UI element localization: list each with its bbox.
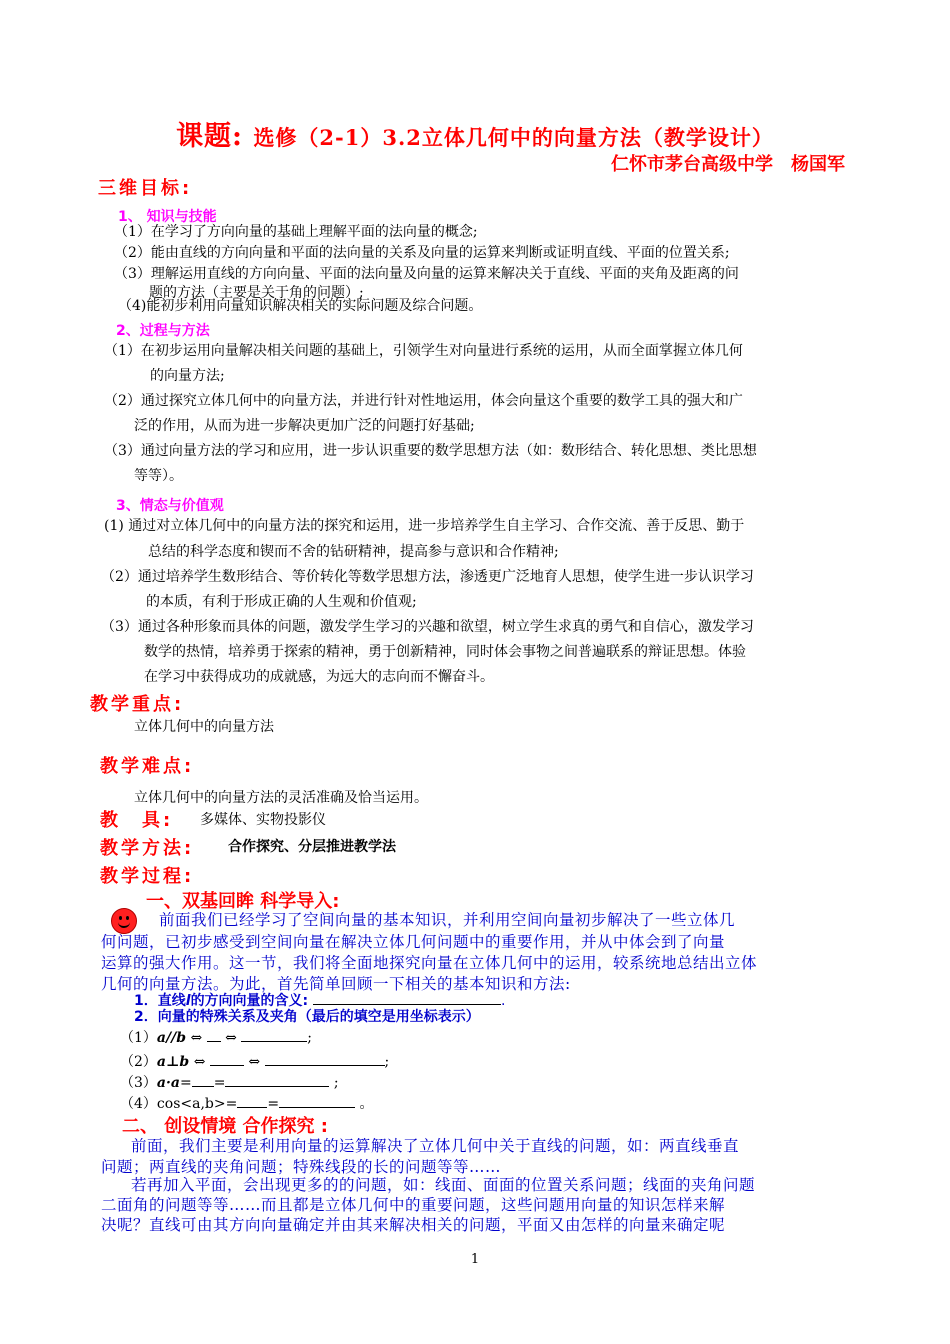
author-line: 仁怀市茅台高级中学 杨国军 bbox=[611, 154, 845, 175]
goal2-item: 的向量方法; bbox=[150, 368, 225, 384]
goal1-item: （2）能由直线的方向向量和平面的法向量的关系及向量的运算来判断或证明直线、平面的位置关系; bbox=[114, 245, 730, 261]
formula-perpendicular: （2）a⊥b ⇔ ⇔ ; bbox=[120, 1050, 389, 1074]
difficulty-heading: 教学难点: bbox=[100, 756, 195, 777]
goal2-item: （3）通过向量方法的学习和应用，进一步认识重要的数学思想方法（如：数形结合、转化思想、类比思想 bbox=[104, 443, 757, 459]
document-title bbox=[0, 114, 950, 153]
method-heading: 教学方法: bbox=[100, 838, 195, 859]
part2-title: 二、 创设情境 合作探究 : bbox=[122, 1116, 328, 1137]
part1-paragraph-line: 前面我们已经学习了空间向量的基本知识，并利用空间向量初步解决了一些立体几 bbox=[159, 911, 736, 929]
goal3-item: （2）通过培养学生数形结合、等价转化等数学思想方法，渗透更广泛地育人思想，使学生进一步认识学习 bbox=[101, 569, 754, 585]
title-label: 课题: bbox=[176, 121, 244, 152]
part1-paragraph-line: 运算的强大作用。这一节，我们将全面地探究向量在立体几何中的运用，较系统地总结出立体 bbox=[101, 954, 758, 972]
question-2: 2．向量的特殊关系及夹角（最后的填空是用坐标表示） bbox=[134, 1009, 480, 1025]
goal2-item: 泛的作用，从而为进一步解决更加广泛的问题打好基础; bbox=[134, 418, 475, 434]
formula-cos: （4）cos<a,b>= = 。 bbox=[120, 1092, 374, 1116]
part1-paragraph-line: 几何的向量方法。为此，首先简单回顾一下相关的基本知识和方法: bbox=[101, 975, 571, 993]
part2-line: 决呢？直线可由其方向向量确定并由其来解决相关的问题，平面又由怎样的向量来确定呢 bbox=[101, 1216, 726, 1234]
goal3-item: 在学习中获得成功的成就感，为远大的志向而不懈奋斗。 bbox=[144, 669, 494, 685]
part1-paragraph-line: 何问题，已初步感受到空间向量在解决立体几何问题中的重要作用，并从中体会到了向量 bbox=[101, 933, 726, 951]
goal1-item: 题的方法（主要是关于角的问题）; bbox=[149, 285, 364, 301]
goal2-item: （1）在初步运用向量解决相关问题的基础上，引领学生对向量进行系统的运用，从而全面掌握立体几何 bbox=[104, 343, 743, 359]
goal3-title: 3、情态与价值观 bbox=[116, 498, 224, 514]
part2-line: 二面角的问题等等……而且都是立体几何中的重要问题，这些问题用向量的知识怎样来解 bbox=[101, 1196, 726, 1214]
goal3-item: 总结的科学态度和锲而不舍的钻研精神，提高参与意识和合作精神; bbox=[148, 544, 559, 560]
method-text: 合作探究、分层推进教学法 bbox=[228, 839, 396, 855]
goal2-item: 等等）。 bbox=[134, 468, 183, 484]
goal1-title: 1、 知识与技能 bbox=[118, 209, 217, 225]
keypoint-heading: 教学重点: bbox=[90, 694, 185, 715]
goals-heading: 三维目标: bbox=[98, 178, 193, 199]
question-1: 1．直线l的方向向量的含义: . bbox=[134, 990, 506, 1010]
blank-direction-vector[interactable] bbox=[313, 990, 501, 1005]
goal1-item: （4)能初步利用向量知识解决相关的实际问题及综合问题。 bbox=[118, 298, 483, 314]
formula-parallel: （1）a//b ⇔ ⇔ ; bbox=[120, 1026, 312, 1050]
difficulty-text: 立体几何中的向量方法的灵活准确及恰当运用。 bbox=[134, 790, 428, 806]
part2-line: 问题；两直线的夹角问题；特殊线段的长的问题等等…… bbox=[101, 1158, 502, 1176]
goal1-item: （3）理解运用直线的方向向量、平面的法向量及向量的运算来解决关于直线、平面的夹角及距离的问 bbox=[114, 266, 739, 282]
goal2-item: （2）通过探究立体几何中的向量方法，并进行针对性地运用，体会向量这个重要的数学工具的强大和广 bbox=[104, 393, 743, 409]
goal3-item: 的本质，有利于形成正确的人生观和价值观; bbox=[146, 594, 417, 610]
goal1-item: （1）在学习了方向向量的基础上理解平面的法向量的概念; bbox=[114, 224, 478, 240]
page-number: 1 bbox=[470, 1252, 480, 1267]
goal3-item: (1) 通过对立体几何中的向量方法的探究和运用，进一步培养学生自主学习、合作交流、善于反思、勤于 bbox=[104, 518, 745, 534]
part1-title: 一、双基回眸 科学导入: bbox=[146, 891, 340, 912]
title-text: 选修（2-1）3.2立体几何中的向量方法（教学设计） bbox=[253, 125, 774, 150]
tools-heading: 教 具: bbox=[100, 810, 174, 831]
part2-line: 前面，我们主要是利用向量的运算解决了立体几何中关于直线的问题，如：两直线垂直 bbox=[131, 1137, 740, 1155]
tools-text: 多媒体、实物投影仪 bbox=[200, 812, 326, 828]
goal3-item: 数学的热情，培养勇于探索的精神，勇于创新精神，同时体会事物之间普遍联系的辩证思想。体验 bbox=[144, 644, 746, 660]
formula-dot-self: （3）a·a= = ; bbox=[120, 1071, 339, 1095]
keypoint-text: 立体几何中的向量方法 bbox=[134, 719, 274, 735]
goal3-item: （3）通过各种形象而具体的问题，激发学生学习的兴趣和欲望，树立学生求真的勇气和自信心，激发学习 bbox=[101, 619, 754, 635]
process-heading: 教学过程: bbox=[100, 866, 195, 887]
part2-line: 若再加入平面，会出现更多的的问题，如：线面、面面的位置关系问题；线面的夹角问题 bbox=[131, 1176, 756, 1194]
goal2-title: 2、过程与方法 bbox=[116, 323, 210, 339]
